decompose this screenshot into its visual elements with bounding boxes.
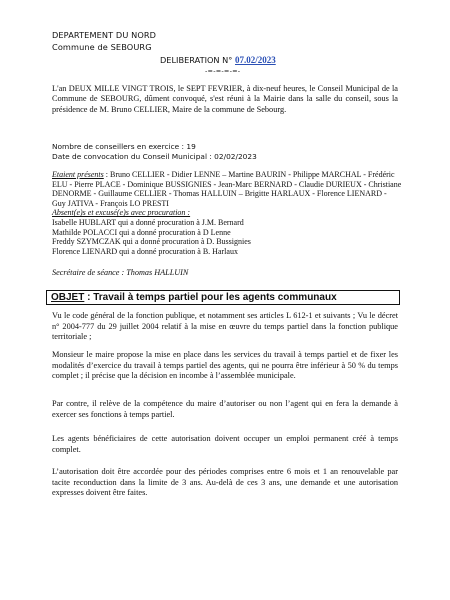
- presents-names: : Bruno CELLIER - Didier LENNE – Martine BAURIN - Philippe MARCHAL - Frédéric ELU - Pierre PLACE - Dominique BUSSIGNIES - Jean-Marc BERNARD - Claudie DURIEUX - Christiane DENORME - Guillaume CELLIER - Thomas HALLUIN – Brigitte HARLAUX - Florence LIENARD - Guy JATIVA - François LO PRESTI: [52, 170, 402, 208]
- objet-title: Travail à temps partiel pour les agents communaux: [93, 292, 337, 303]
- objet-colon: :: [84, 292, 94, 303]
- convocation-date: Date de convocation du Conseil Municipal : 02/02/2023: [52, 152, 257, 162]
- procuration-item: Mathilde POLACCI qui a donné procuration à D Lenne: [52, 227, 231, 237]
- procuration-item: Isabelle HUBLART qui a donné procuration à J.M. Bernard: [52, 217, 244, 227]
- deliberation-title: [160, 55, 276, 65]
- presents-label: Etaient présents: [52, 170, 104, 179]
- attendance-block: [52, 170, 402, 256]
- objet-box: [46, 290, 400, 305]
- title-separator: -=-=-=-=-: [205, 67, 241, 75]
- department-header: DEPARTEMENT DU NORD: [52, 30, 157, 40]
- body-paragraph: L’autorisation doit être accordée pour des périodes comprises entre 6 mois et 1 an renouvelable par tacite reconduction dans la limite de 3 ans. Au-delà de ces 3 ans, une demande et une autorisation expresses doivent être faites.: [52, 467, 398, 498]
- deliberation-label: DELIBERATION N°: [160, 55, 233, 65]
- objet-label: OBJET: [51, 292, 85, 303]
- absents-label: Absent(e)s et excusé(e)s avec procuration :: [52, 208, 191, 218]
- session-secretary: Secrétaire de séance : Thomas HALLUIN: [52, 268, 189, 277]
- body-paragraph: Vu le code général de la fonction publique, et notamment ses articles L 612-1 et suivants ; Vu le décret n° 2004-777 du 29 juillet 2004 relatif à la mise en œuvre du temps partiel dans la fonction publique territoriale ;: [52, 311, 398, 342]
- procuration-item: Freddy SZYMCZAK qui a donné procuration à D. Bussignies: [52, 237, 251, 247]
- body-paragraph: Les agents bénéficiaires de cette autorisation doivent occuper un emploi permanent créé à temps complet.: [52, 434, 398, 454]
- procuration-item: Florence LIENARD qui a donné procuration à B. Harlaux: [52, 246, 238, 256]
- council-counts: [52, 142, 257, 162]
- conseillers-count: Nombre de conseillers en exercice : 19: [52, 142, 196, 151]
- body-paragraph: Monsieur le maire propose la mise en place dans les services du travail à temps partiel et de fixer les modalités d’exercice du travail à temps partiel des agents, qui ne pourra être inférieur à 50 % du temps complet ; il précise que la décision en incombe à l’assemblée municipale.: [52, 350, 398, 381]
- presents-list: [52, 170, 402, 208]
- deliberation-number: 07.02/2023: [234, 55, 276, 65]
- body-paragraph: Par contre, il relève de la compétence du maire d’autoriser ou non l’agent qui en fera la demande à exercer ses fonctions à temps partiel.: [52, 399, 398, 419]
- intro-paragraph: L'an DEUX MILLE VINGT TROIS, le SEPT FEVRIER, à dix-neuf heures, le Conseil Municipal de la Commune de SEBOURG, dûment convoqué, s'est réuni à la Mairie dans la salle du conseil, sous la présidence de M. Bruno CELLIER, Maire de la commune de Sebourg.: [52, 84, 398, 114]
- commune-header: Commune de SEBOURG: [52, 42, 152, 52]
